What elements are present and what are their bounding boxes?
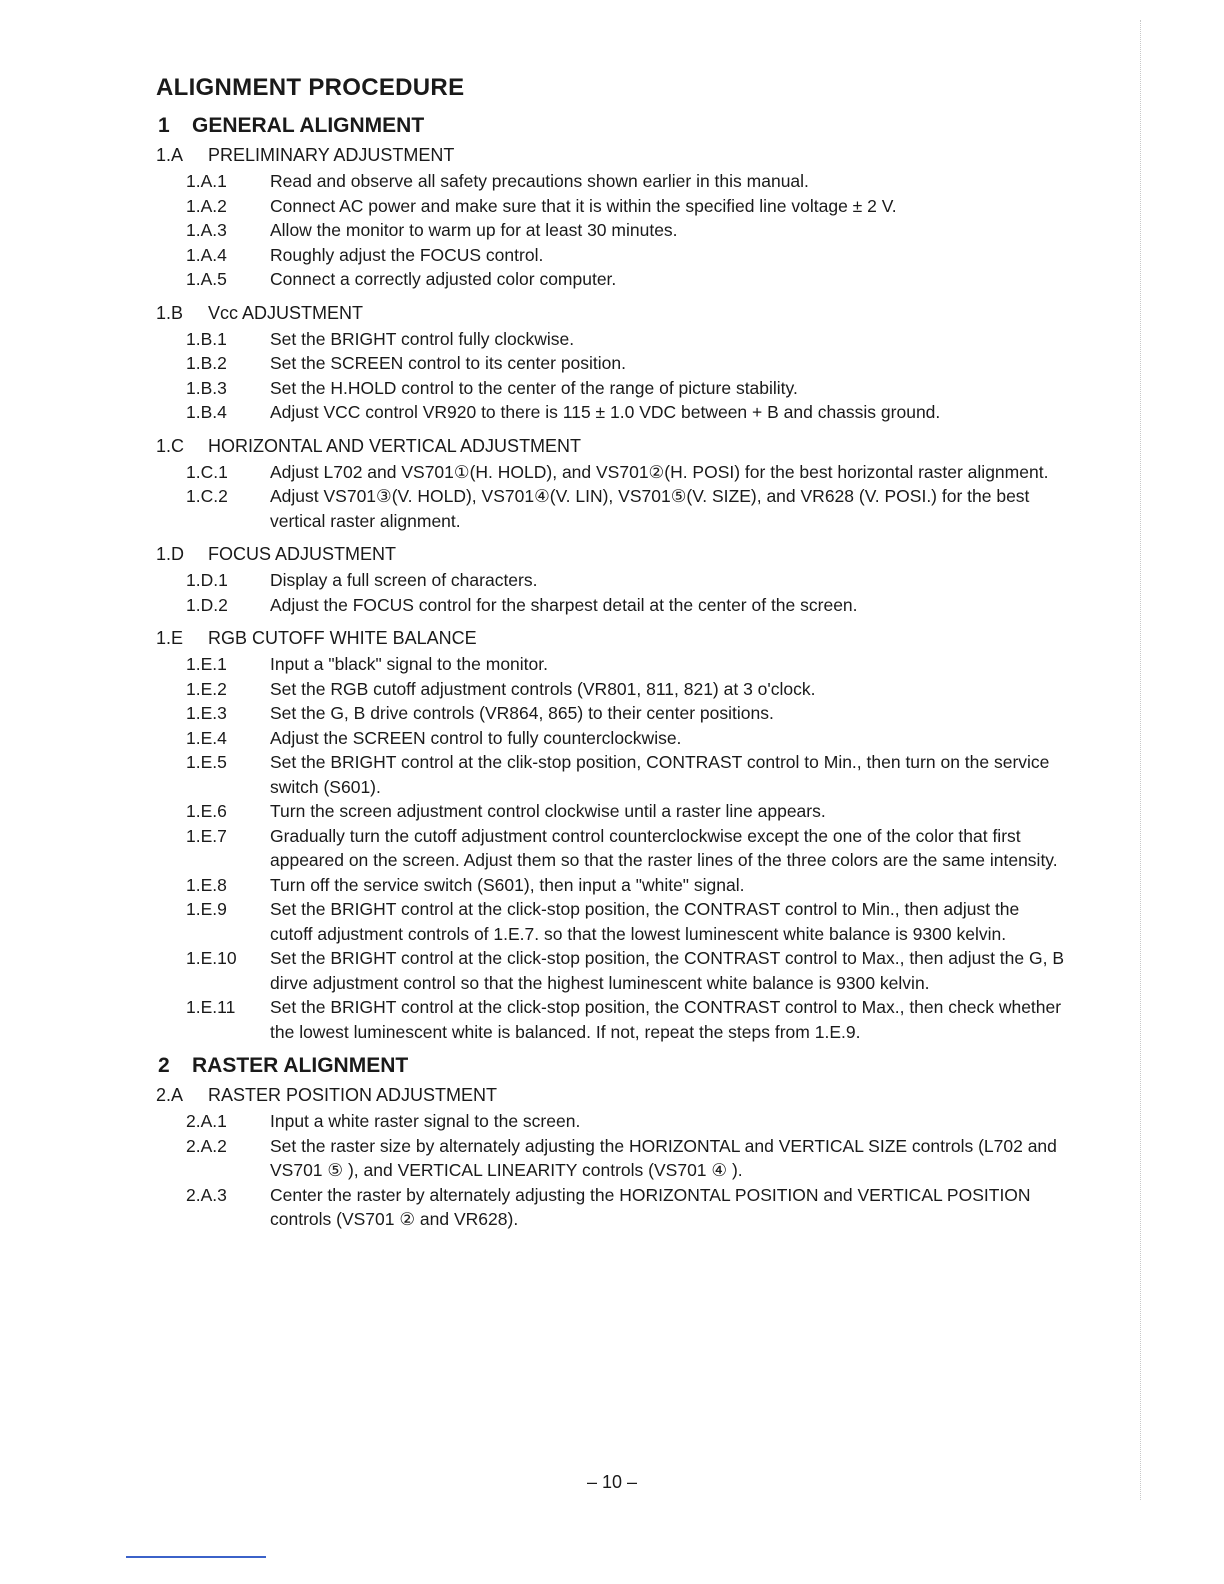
- step-text: Allow the monitor to warm up for at least 30 minutes.: [270, 220, 678, 240]
- section: [156, 142, 1066, 292]
- scan-margin-line: [1140, 20, 1142, 1500]
- step-text: Adjust the FOCUS control for the sharpest detail at the center of the screen.: [270, 594, 858, 615]
- step-text: Set the H.HOLD control to the center of the range of picture stability.: [270, 377, 798, 398]
- document-title: ALIGNMENT PROCEDURE: [156, 74, 465, 101]
- chapter-heading: [156, 1052, 1066, 1080]
- step-text: Set the RGB cutoff adjustment controls (VR801, 811, 821) at 3 o'clock.: [270, 678, 816, 699]
- step-number: 1.E.1: [186, 654, 227, 674]
- step-text: Set the SCREEN control to its center position.: [270, 353, 626, 373]
- section-heading: [156, 433, 1066, 459]
- chapter-number: 1: [158, 114, 170, 137]
- step-text: Turn off the service switch (S601), then input a "white" signal.: [270, 874, 745, 895]
- chapter-number: 2: [158, 1054, 170, 1077]
- step-number: 2.A.1: [186, 1111, 227, 1131]
- section: [156, 1082, 1066, 1232]
- procedure-step: [156, 652, 1066, 677]
- page-number: – 10 –: [586, 1472, 638, 1492]
- procedure-step: [156, 400, 1066, 425]
- section-number: 1.C: [156, 435, 185, 456]
- step-text: Adjust the SCREEN control to fully counterclockwise.: [270, 727, 682, 748]
- section-heading: [156, 541, 1066, 567]
- step-text: Set the BRIGHT control at the click-stop position, the CONTRAST control to Max., then adjust the G, B dirve adjustment control so that the highest luminescent white balance is 9300 kelvin.: [270, 948, 1065, 993]
- procedure-step: [156, 677, 1066, 702]
- section: [156, 300, 1066, 425]
- procedure-step: [156, 169, 1066, 194]
- procedure-step: [156, 726, 1066, 751]
- section-title: PRELIMINARY ADJUSTMENT: [208, 145, 455, 165]
- step-number: 1.B.4: [186, 402, 227, 422]
- step-number: 1.E.9: [186, 899, 227, 919]
- step-text: Adjust VCC control VR920 to there is 115 ± 1.0 VDC between + B and chassis ground.: [270, 402, 941, 422]
- section-number: 1.E: [156, 628, 184, 648]
- procedure-step: [156, 995, 1066, 1044]
- procedure-step: [156, 1183, 1066, 1232]
- step-number: 1.C.1: [186, 461, 228, 482]
- step-text: Adjust L702 and VS701①(H. HOLD), and VS701②(H. POSI) for the best horizontal raster alignment.: [270, 461, 1049, 482]
- procedure-step: [156, 484, 1066, 533]
- section: [156, 433, 1066, 534]
- step-number: 1.E.11: [186, 997, 236, 1017]
- section-heading: [156, 300, 1066, 326]
- section: [156, 625, 1066, 1044]
- step-text: Adjust VS701③(V. HOLD), VS701④(V. LIN), VS701⑤(V. SIZE), and VR628 (V. POSI.) for the best vertical raster alignment.: [270, 486, 1030, 531]
- step-text: Input a "black" signal to the monitor.: [270, 654, 549, 674]
- chapter-title: RASTER ALIGNMENT: [192, 1054, 409, 1077]
- procedure-step: [156, 568, 1066, 593]
- procedure-step: [156, 750, 1066, 799]
- procedure-step: [156, 351, 1066, 376]
- procedure-step: [156, 218, 1066, 243]
- step-text: Display a full screen of characters.: [270, 570, 538, 590]
- chapter-title: GENERAL ALIGNMENT: [192, 114, 425, 137]
- procedure-step: [156, 593, 1066, 618]
- step-number: 1.B.3: [186, 377, 227, 398]
- step-number: 1.A.4: [186, 244, 227, 265]
- procedure-step: [156, 327, 1066, 352]
- step-text: Connect AC power and make sure that it is within the specified line voltage ± 2 V.: [270, 195, 897, 216]
- procedure-step: [156, 873, 1066, 898]
- step-number: 2.A.3: [186, 1184, 227, 1205]
- procedure-content: [156, 112, 1066, 1240]
- section-title: HORIZONTAL AND VERTICAL ADJUSTMENT: [208, 435, 582, 456]
- step-number: 1.E.4: [186, 727, 227, 748]
- step-text: Input a white raster signal to the screen.: [270, 1111, 581, 1131]
- procedure-step: [156, 799, 1066, 824]
- step-text: Set the BRIGHT control at the click-stop position, the CONTRAST control to Max., then check whether the lowest luminescent white is balanced. If not, repeat the steps from 1.E.9.: [270, 997, 1062, 1042]
- step-number: 1.A.1: [186, 171, 227, 191]
- section-title: RGB CUTOFF WHITE BALANCE: [208, 628, 477, 648]
- section-heading: [156, 625, 1066, 651]
- procedure-step: [156, 267, 1066, 292]
- step-number: 1.A.5: [186, 269, 227, 289]
- step-number: 1.E.3: [186, 703, 227, 723]
- step-text: Read and observe all safety precautions shown earlier in this manual.: [270, 171, 809, 191]
- step-number: 1.B.1: [186, 328, 227, 349]
- step-number: 2.A.2: [186, 1135, 227, 1156]
- section-number: 1.B: [156, 302, 184, 323]
- procedure-step: [156, 946, 1066, 995]
- section-number: 1.D: [156, 544, 185, 564]
- section: [156, 541, 1066, 617]
- section-number: 2.A: [156, 1085, 184, 1105]
- procedure-step: [156, 243, 1066, 268]
- procedure-step: [156, 194, 1066, 219]
- procedure-step: [156, 1109, 1066, 1134]
- step-text: Set the BRIGHT control fully clockwise.: [270, 328, 575, 349]
- section-title: FOCUS ADJUSTMENT: [208, 544, 397, 564]
- step-text: Roughly adjust the FOCUS control.: [270, 244, 544, 265]
- footer-rule: [126, 1556, 266, 1558]
- step-number: 1.E.7: [186, 825, 227, 846]
- step-text: Center the raster by alternately adjusting the HORIZONTAL POSITION and VERTICAL POSITION controls (VS701 ② and VR628).: [270, 1184, 1031, 1229]
- step-text: Connect a correctly adjusted color computer.: [270, 269, 617, 289]
- step-number: 1.E.8: [186, 874, 227, 895]
- step-number: 1.E.2: [186, 678, 227, 699]
- step-number: 1.A.2: [186, 195, 227, 216]
- step-number: 1.B.2: [186, 353, 227, 373]
- step-number: 1.A.3: [186, 220, 227, 240]
- step-number: 1.C.2: [186, 486, 228, 506]
- procedure-step: [156, 460, 1066, 485]
- procedure-step: [156, 897, 1066, 946]
- step-text: Gradually turn the cutoff adjustment control counterclockwise except the one of the color that first appeared on the screen. Adjust them so that the raster lines of the three colors are the same intensity.: [270, 825, 1058, 870]
- procedure-step: [156, 824, 1066, 873]
- procedure-step: [156, 376, 1066, 401]
- section-title: RASTER POSITION ADJUSTMENT: [208, 1085, 498, 1105]
- step-number: 1.D.2: [186, 594, 228, 615]
- chapter-heading: [156, 112, 1066, 140]
- step-number: 1.E.6: [186, 801, 227, 821]
- step-number: 1.D.1: [186, 570, 228, 590]
- step-text: Set the raster size by alternately adjusting the HORIZONTAL and VERTICAL SIZE controls (L702 and VS701 ⑤ ), and VERTICAL LINEARITY controls (VS701 ④ ).: [270, 1135, 1057, 1180]
- section-number: 1.A: [156, 145, 184, 165]
- section-heading: [156, 1082, 1066, 1108]
- step-text: Set the BRIGHT control at the click-stop position, the CONTRAST control to Min., then adjust the cutoff adjustment controls of 1.E.7. so that the lowest luminescent white balance is 9300 kelvin.: [270, 899, 1020, 944]
- section-heading: [156, 142, 1066, 168]
- step-text: Set the BRIGHT control at the clik-stop position, CONTRAST control to Min., then turn on the service switch (S601).: [270, 752, 1050, 797]
- procedure-step: [156, 701, 1066, 726]
- step-text: Turn the screen adjustment control clockwise until a raster line appears.: [270, 801, 826, 821]
- step-text: Set the G, B drive controls (VR864, 865) to their center positions.: [270, 703, 774, 723]
- procedure-step: [156, 1134, 1066, 1183]
- step-number: 1.E.10: [186, 948, 237, 968]
- step-number: 1.E.5: [186, 752, 227, 772]
- section-title: Vcc ADJUSTMENT: [208, 302, 364, 323]
